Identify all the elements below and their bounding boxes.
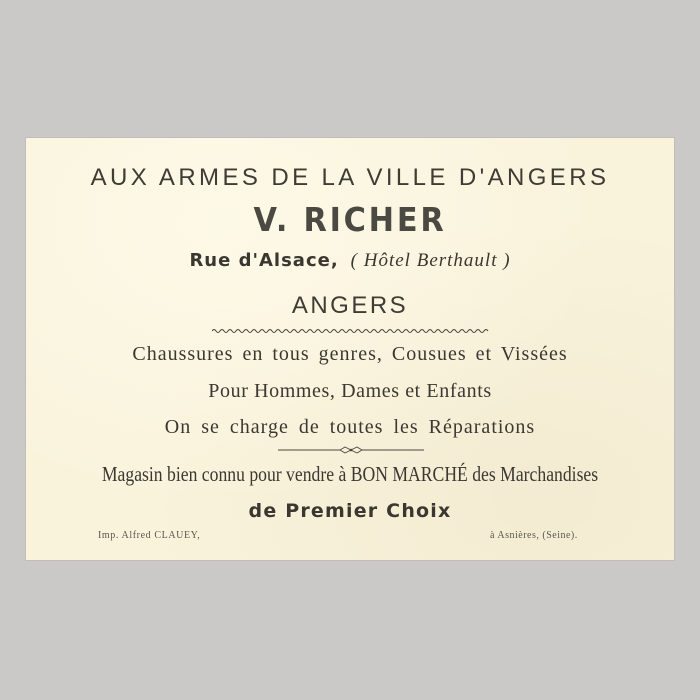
choice-line: de Premier Choix — [248, 500, 452, 522]
merchant-name: V. RICHER — [253, 200, 447, 239]
ornamental-divider — [278, 445, 424, 455]
city-name: ANGERS — [291, 292, 409, 319]
wavy-divider — [212, 327, 490, 335]
hotel-name: ( Hôtel Berthault ) — [350, 250, 511, 271]
street-address: Rue d'Alsace, — [189, 250, 339, 271]
printer-location: à Asnières, (Seine). — [490, 530, 578, 541]
address-line — [26, 249, 674, 272]
description-line-1: Chaussures en tous genres, Cousues et Vissées — [132, 343, 568, 365]
printer-credit: Imp. Alfred CLAUEY, — [98, 530, 201, 541]
trade-card — [26, 138, 674, 560]
market-line: Magasin bien connu pour vendre à BON MARCHÉ des Marchandises — [101, 462, 599, 486]
description-line-3: On se charge de toutes les Réparations — [164, 416, 536, 438]
card-title: AUX ARMES DE LA VILLE D'ANGERS — [90, 164, 610, 191]
description-line-2: Pour Hommes, Dames et Enfants — [208, 380, 492, 402]
